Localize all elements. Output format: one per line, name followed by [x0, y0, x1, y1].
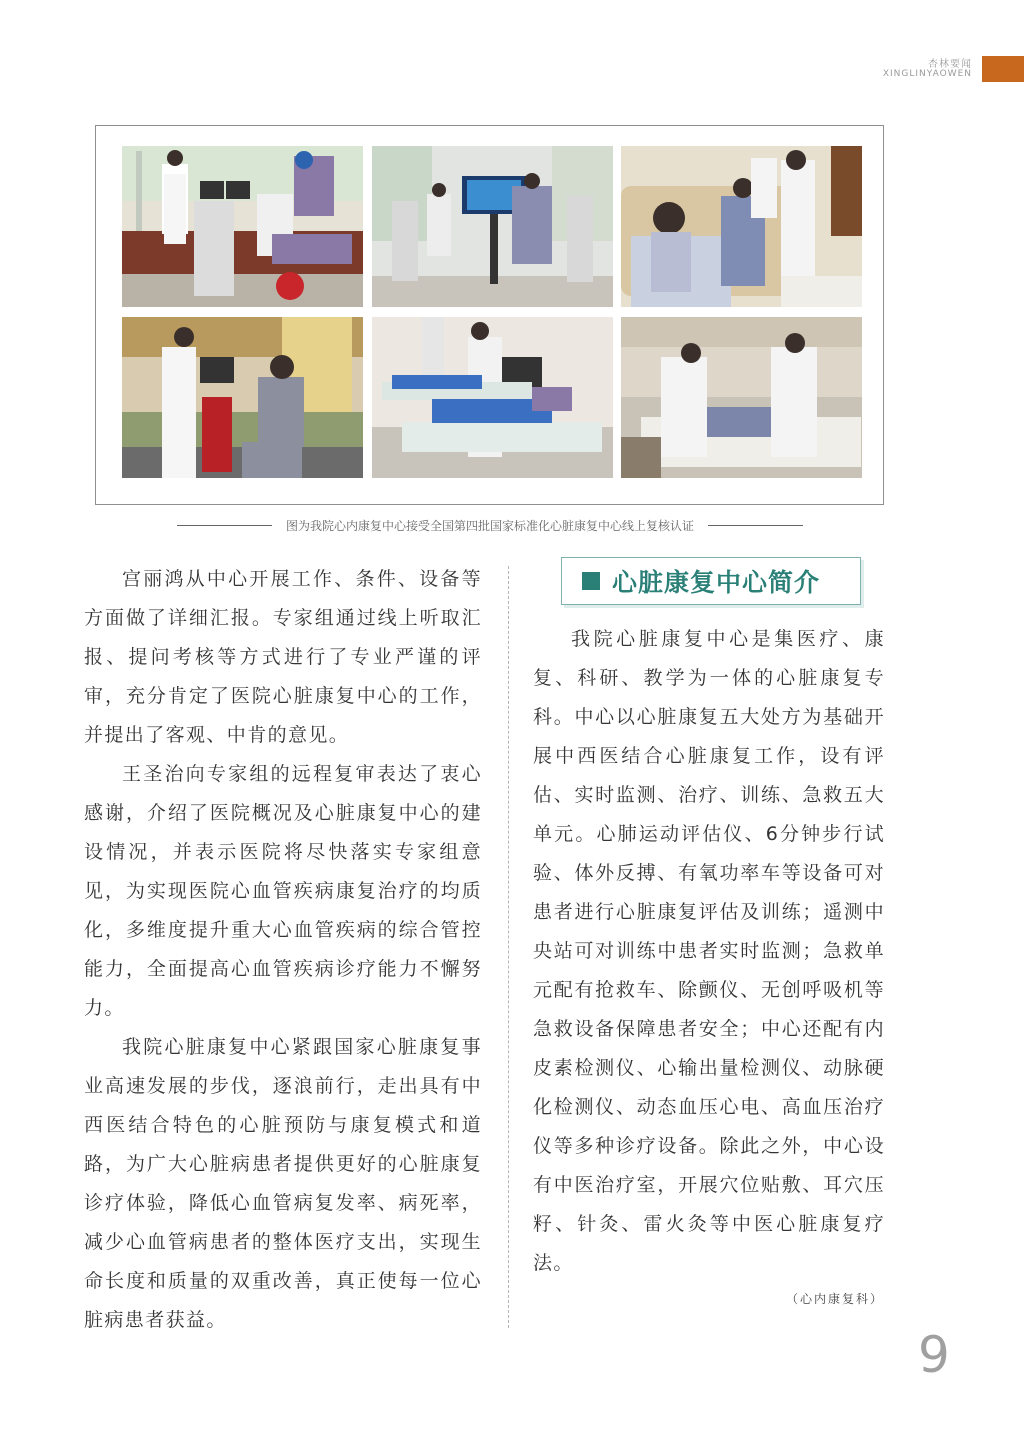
heading-square-icon: [582, 572, 600, 590]
photo-bedside-care: [621, 317, 862, 478]
caption-rule-left: [177, 525, 272, 526]
paragraph: 宫丽鸿从中心开展工作、条件、设备等方面做了详细汇报。专家组通过线上听取汇报、提问考核等方式进行了专业严谨的评审，充分肯定了医院心脏康复中心的工作，并提出了客观、中肯的意见。: [84, 568, 482, 746]
photo-bike-training: [372, 146, 613, 307]
paragraph: 我院心脏康复中心是集医疗、康复、科研、教学为一体的心脏康复专科。中心以心脏康复五大处方为基础开展中西医结合心脏康复工作，设有评估、实时监测、治疗、训练、急救五大单元。心肺运动评估仪、6分钟步行试验、体外反搏、有氧功率车等设备可对患者进行心脏康复评估及训练；遥测中央站可对训练中患者实时监测；急救单元配有抢救车、除颤仪、无创呼吸机等急救设备保障患者安全；中心还配有内皮素检测仪、心输出量检测仪、动脉硬化检测仪、动态血压心电、高血压治疗仪等多种诊疗设备。除此之外，中心设有中医治疗室，开展穴位贴敷、耳穴压籽、针灸、雷火灸等中医心脏康复疗法。: [533, 628, 885, 1274]
caption-rule-right: [708, 525, 803, 526]
page-number: 9: [918, 1326, 950, 1384]
paragraph: 我院心脏康复中心紧跟国家心脏康复事业高速发展的步伐，逐浪前行，走出具有中西医结合特色的心脏预防与康复模式和道路，为广大心脏病患者提供更好的心脏康复诊疗体验，降低心血管病复发率、病死率，减少心血管病患者的整体医疗支出，实现生命长度和质量的双重改善，真正使每一位心脏病患者获益。: [84, 1036, 482, 1331]
section-title-en: XINGLINYAOWEN: [882, 69, 972, 79]
photo-counterpulsation: [372, 317, 613, 478]
photo-collage: [95, 125, 884, 505]
section-heading: [561, 557, 861, 605]
header-accent-tab: [982, 56, 1024, 82]
paragraph: 王圣治向专家组的远程复审表达了衷心感谢，介绍了医院概况及心脏康复中心的建设情况，并表示医院将尽快落实专家组意见，为实现医院心血管疾病康复治疗的均质化，多维度提升重大心血管疾病的综合管控能力，全面提高心血管疾病诊疗能力不懈努力。: [84, 763, 482, 1019]
author-credit: （心内康复科）: [785, 1292, 884, 1306]
photo-sofa-care: [621, 146, 862, 307]
heading-text: 心脏康复中心简介: [612, 568, 821, 597]
photo-exercise-test: [122, 146, 363, 307]
caption-text: 图为我院心内康复中心接受全国第四批国家标准化心脏康复中心线上复核认证: [285, 518, 694, 533]
section-title: 杏林要闻: [928, 59, 972, 70]
right-column: [533, 620, 885, 1283]
left-column: [84, 560, 482, 1340]
photo-assessment: [122, 317, 363, 478]
photo-caption: [140, 516, 840, 534]
column-divider: [508, 566, 509, 1328]
